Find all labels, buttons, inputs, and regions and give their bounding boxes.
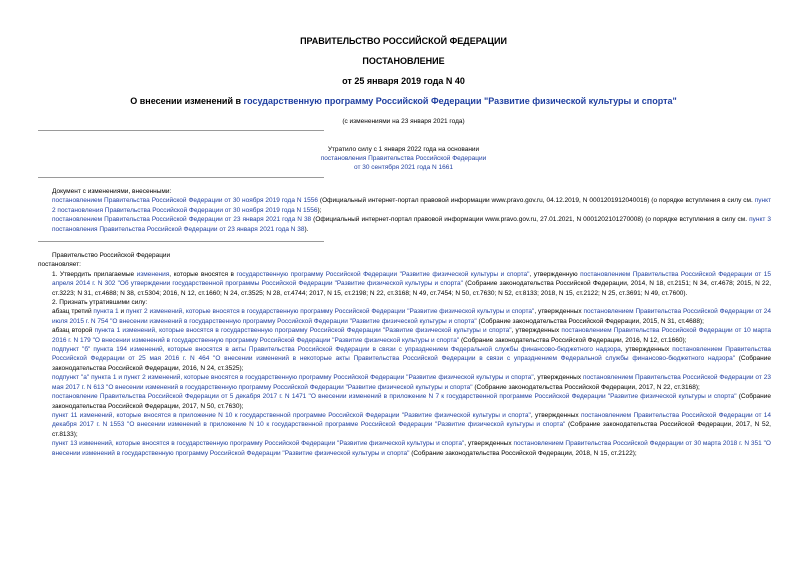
repealed-link[interactable]: постановление Правительства Российской Федерации от 5 декабря 2017 г. N 1471 "О внесении изменений в приложение N 7 к государственной программе Российской Федерации "Развитие физической культуры и спорта" xyxy=(52,393,737,401)
change-link-38[interactable]: постановлением Правительства Российской Федерации от 23 января 2021 года N 38 xyxy=(52,216,312,224)
title-plain: О внесении изменений в xyxy=(130,96,244,106)
changes-link[interactable]: изменения xyxy=(136,270,170,278)
repealed-link[interactable]: пункта 1 изменений, которые вносятся в государственную программу Российской Федерации "Развитие физической культуры и спорта" xyxy=(94,327,512,335)
repealed-link[interactable]: подпункт "б" пункта 194 изменений, которые вносятся в акты Правительства Российской Федерации в связи с упразднением Федеральной службы финансово-бюджетного надзора xyxy=(52,346,621,354)
changes-item-1: постановлением Правительства Российской Федерации от 30 ноября 2019 года N 1556 (Официальный интернет-портал правовой информации www.pravo.gov.ru, 04.12.2019, N 0001201912040016) (о порядке вступления в силу см. пункт 2 постановления Правительства Российской Федерации от 30 ноября 2019 года N 1556); xyxy=(52,197,771,214)
divider xyxy=(38,177,324,178)
date-number-heading: от 25 января 2019 года N 40 xyxy=(342,76,465,86)
repealed-link[interactable]: постановлением Правительства Российской Федерации от 23 мая 2017 г. N 613 "О внесении изменений в государственную программу Российской Федерации "Развитие физической культуры и спорта" xyxy=(52,374,771,391)
program-link[interactable]: государственную программу Российской Федерации "Развитие физической культуры и спорта" xyxy=(236,270,530,278)
doc-type-heading: ПОСТАНОВЛЕНИЕ xyxy=(362,56,445,66)
void-notice-line1: Утратило силу с 1 января 2022 года на основании xyxy=(327,146,480,153)
repealed-link[interactable]: подпункт "а" пункта 1 и пункт 2 изменений, которые вносятся в государственную программу Российской Федерации "Развитие физической культуры и спорта" xyxy=(52,374,534,382)
document-title xyxy=(0,96,807,107)
repealed-item-4: подпункт "а" пункта 1 и пункт 2 изменений, которые вносятся в государственную программу Российской Федерации "Развитие физической культуры и спорта", утвержденных постановлением Правительства Российской Федерации от 23 мая 2017 г. N 613 "О внесении изменений в государственную программу Российской Федерации "Развитие физической культуры и спорта" (Собрание законодательства Российской Федерации, 2017, N 22, ст.3168); xyxy=(52,374,771,391)
repealed-link[interactable]: пункта 1 xyxy=(93,308,119,316)
repealed-link[interactable]: пункт 13 изменений, которые вносятся в государственную программу Российской Федерации "Развитие физической культуры и спорта" xyxy=(52,440,465,448)
point-1: 1. Утвердить прилагаемые изменения, которые вносятся в государственную программу Российской Федерации "Развитие физической культуры и спорта", утвержденную постановлением Правительства Российской Федерации от 15 апреля 2014 г. N 302 "Об утверждении государственной программы Российской Федерации "Развитие физической культуры и спорта" (Собрание законодательства Российской Федерации, 2014, N 18, ст.2151; N 34, ст.4678; 2015, N 22, ст.3223; N 31, ст.4688; N 38, ст.5304; 2016, N 12, ст.1660; N 24, ст.3525; N 28, ст.4744; 2017, N 15, ст.2198; N 22, ст.3168; N 49, ст.7454; N 50, ст.7630; N 52, ст.8133; 2018, N 15, ст.2122; N 25, ст.3691; N 49, ст.7600). xyxy=(52,270,771,297)
repealed-link[interactable]: постановлением Правительства Российской Федерации от 25 мая 2016 г. N 464 "О внесении изменений в некоторые акты Правительства Российской Федерации в связи с упразднением Федеральной службы финансово-бюджетного надзора" xyxy=(52,346,771,363)
changes-item-2: постановлением Правительства Российской Федерации от 23 января 2021 года N 38 (Официальный интернет-портал правовой информации www.pravo.gov.ru, 27.01.2021, N 0001202101270008) (о порядке вступления в силу см. пункт 3 постановления Правительства Российской Федерации от 23 января 2021 года N 38). xyxy=(52,216,771,233)
divider xyxy=(38,241,324,242)
repealed-item-2: абзац второй пункта 1 изменений, которые вносятся в государственную программу Российской Федерации "Развитие физической культуры и спорта", утвержденных постановлением Правительства Российской Федерации от 10 марта 2016 г. N 179 "О внесении изменений в государственную программу Российской Федерации "Развитие физической культуры и спорта" (Собрание законодательства Российской Федерации, 2016, N 12, ст.1660); xyxy=(52,327,772,344)
decides-line: постановляет: xyxy=(38,261,81,269)
repealed-link[interactable]: постановлением Правительства Российской Федерации от 24 июля 2015 г. N 754 "О внесении изменений в государственную программу Российской Федерации "Развитие физической культуры и спорта" xyxy=(52,308,772,325)
changes-block xyxy=(38,187,771,234)
divider xyxy=(38,130,324,131)
gov-line: Правительство Российской Федерации xyxy=(52,252,171,259)
repealed-link[interactable]: постановлением Правительства Российской Федерации от 14 декабря 2017 г. N 1553 "О внесении изменений в приложение N 10 к государственной программе Российской Федерации "Развитие физической культуры и спорта" xyxy=(52,411,771,429)
change-link-1556-point2[interactable]: пункт 2 постановления Правительства Российской Федерации от 30 ноября 2019 года N 1556 xyxy=(52,197,771,214)
repealed-item-6: пункт 11 изменений, которые вносятся в приложение N 10 к государственной программе Российской Федерации "Развитие физической культуры и спорта", утвержденных постановлением Правительства Российской Федерации от 14 декабря 2017 г. N 1553 "О внесении изменений в приложение N 10 к государственной программе Российской Федерации "Развитие физической культуры и спорта" (Собрание законодательства Российской Федерации, 2017, N 52, ст.8133); xyxy=(52,411,771,438)
body-block xyxy=(38,251,771,458)
changes-intro: Документ с изменениями, внесенными: xyxy=(52,188,172,195)
repealed-link[interactable]: постановлением Правительства Российской Федерации от 10 марта 2016 г. N 179 "О внесении изменений в государственную программу Российской Федерации "Развитие физической культуры и спорта" xyxy=(52,327,772,344)
decree-302-link[interactable]: постановлением Правительства Российской Федерации от 15 апреля 2014 г. N 302 "Об утверждении государственной программы Российской Федерации "Развитие физической культуры и спорта" xyxy=(52,270,771,288)
point-2: 2. Признать утратившими силу: xyxy=(52,299,148,307)
change-link-38-point3[interactable]: пункт 3 постановления Правительства Российской Федерации от 23 января 2021 года N 38 xyxy=(52,216,771,233)
repealed-link[interactable]: пункт 2 изменений, которые вносятся в государственную программу Российской Федерации "Развитие физической культуры и спорта" xyxy=(125,308,535,316)
amended-note: (с изменениями на 23 января 2021 года) xyxy=(342,118,465,125)
repealed-link[interactable]: пункт 11 изменений, которые вносятся в приложение N 10 к государственной программе Российской Федерации "Развитие физической культуры и спорта" xyxy=(52,411,531,419)
repealed-item-3: подпункт "б" пункта 194 изменений, которые вносятся в акты Правительства Российской Федерации в связи с упразднением Федеральной службы финансово-бюджетного надзора, утвержденных постановлением Правительства Российской Федерации от 25 мая 2016 г. N 464 "О внесении изменений в некоторые акты Правительства Российской Федерации в связи с упразднением Федеральной службы финансово-бюджетного надзора" (Собрание законодательства Российской Федерации, 2016, N 24, ст.3525); xyxy=(52,346,771,372)
void-notice-link-line3[interactable]: от 30 сентября 2021 года N 1661 xyxy=(354,164,453,171)
repealed-item-5: постановление Правительства Российской Федерации от 5 декабря 2017 г. N 1471 "О внесении изменений в приложение N 7 к государственной программе Российской Федерации "Развитие физической культуры и спорта" (Собрание законодательства Российской Федерации, 2017, N 50, ст.7630); xyxy=(52,393,771,410)
void-notice-link-line2[interactable]: постановления Правительства Российской Федерации xyxy=(320,155,487,162)
title-program-link[interactable]: государственную программу Российской Федерации "Развитие физической культуры и спорта" xyxy=(243,96,677,106)
authority-heading: ПРАВИТЕЛЬСТВО РОССИЙСКОЙ ФЕДЕРАЦИИ xyxy=(300,36,507,46)
repealed-item-7: пункт 13 изменений, которые вносятся в государственную программу Российской Федерации "Развитие физической культуры и спорта", утвержденных постановлением Правительства Российской Федерации от 30 марта 2018 г. N 351 "О внесении изменений в государственную программу Российской Федерации "Развитие физической культуры и спорта" (Собрание законодательства Российской Федерации, 2018, N 15, ст.2122); xyxy=(52,440,771,457)
repealed-link[interactable]: постановлением Правительства Российской Федерации от 30 марта 2018 г. N 351 "О внесении изменений в государственную программу Российской Федерации "Развитие физической культуры и спорта" xyxy=(52,440,771,457)
change-link-1556[interactable]: постановлением Правительства Российской Федерации от 30 ноября 2019 года N 1556 xyxy=(52,197,318,205)
repealed-item-1: абзац третий пункта 1 и пункт 2 изменений, которые вносятся в государственную программу Российской Федерации "Развитие физической культуры и спорта", утвержденных постановлением Правительства Российской Федерации от 24 июля 2015 г. N 754 "О внесении изменений в государственную программу Российской Федерации "Развитие физической культуры и спорта" (Собрание законодательства Российской Федерации, 2015, N 31, ст.4688); xyxy=(52,308,772,325)
